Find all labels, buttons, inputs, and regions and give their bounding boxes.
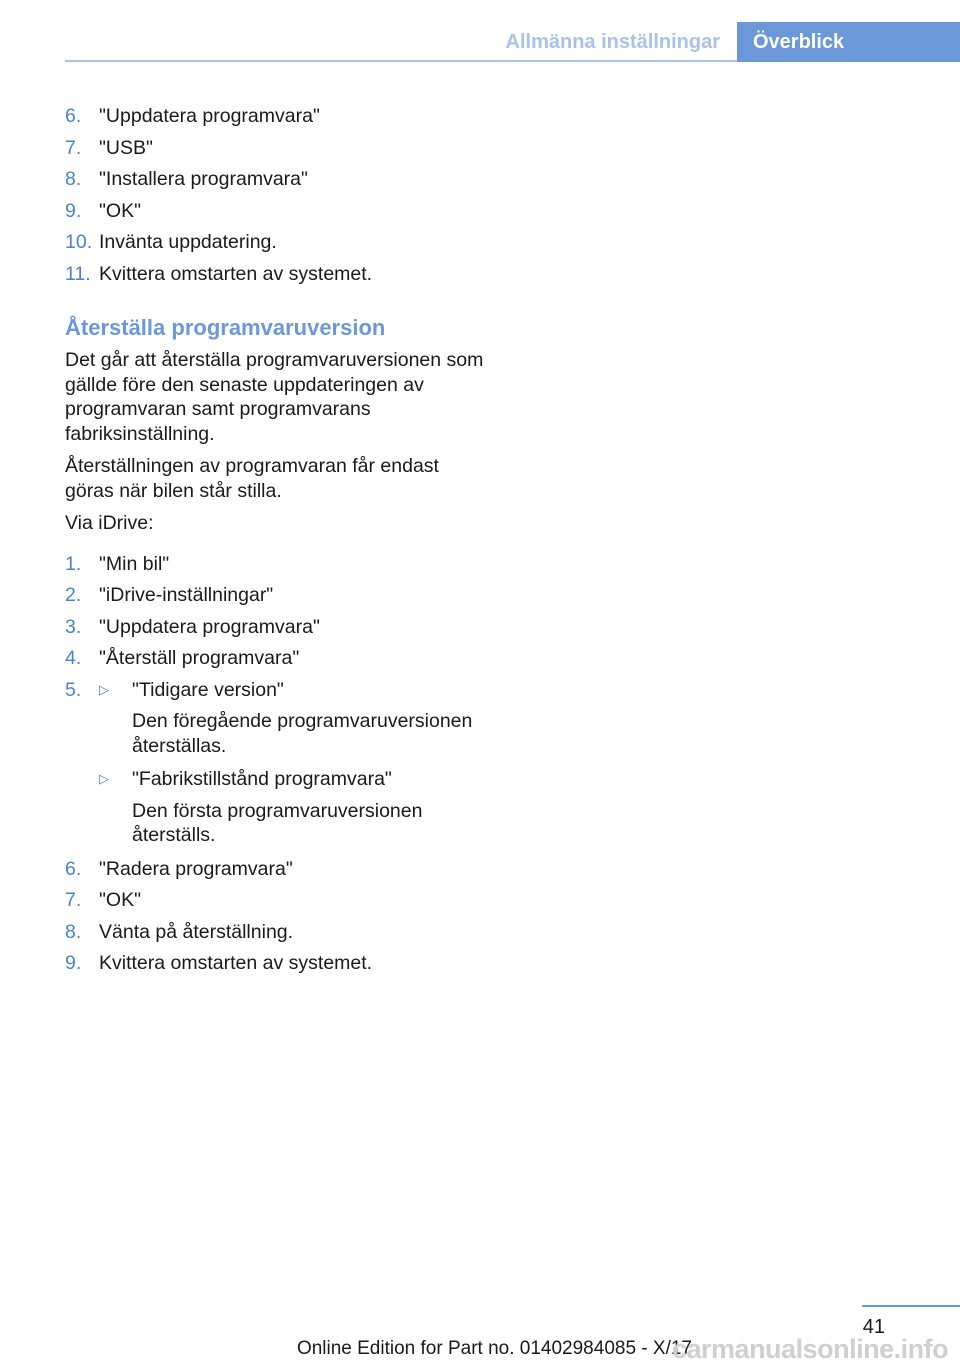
list-item — [65, 262, 485, 287]
step-number: 9. — [65, 952, 82, 974]
step-number: 10. — [65, 231, 93, 253]
section-heading: Återställa programvaruversion — [65, 315, 386, 340]
option-label: "Tidigare version" — [132, 678, 284, 701]
list-item — [65, 888, 485, 913]
list-item — [65, 136, 485, 161]
header-section-title: Allmänna inställningar — [505, 31, 720, 53]
paragraph-intro: Det går att återställa programvaruversionen som gällde före den senaste uppdateringen av programvaran samt programvarans fabriksinställning. — [65, 349, 484, 445]
step-number: 4. — [65, 647, 82, 669]
footer-rule — [862, 1305, 960, 1307]
list-item — [65, 104, 485, 129]
list-item — [65, 857, 485, 882]
paragraph-note: Återställningen av programvaran får endast göras när bilen står stilla. — [65, 455, 439, 502]
step-text: Kvittera omstarten av systemet. — [99, 262, 373, 285]
step-number: 8. — [65, 920, 82, 943]
list-item — [65, 552, 485, 577]
step-text: "Uppdatera programvara" — [99, 105, 320, 127]
step-text: "Min bil" — [99, 552, 170, 575]
option-description: Den föregående programvaruversionen återställas. — [132, 710, 473, 757]
step-number: 3. — [65, 615, 82, 638]
header-tab: Överblick — [737, 22, 960, 62]
page-content — [65, 104, 485, 983]
step-number: 5. — [65, 678, 82, 701]
list-item — [65, 167, 485, 192]
step-text: Invänta uppdatering. — [99, 231, 277, 253]
step-text: "USB" — [99, 136, 153, 159]
options-list — [99, 678, 485, 848]
step-number: 6. — [65, 857, 82, 880]
page-number: 41 — [862, 1316, 885, 1338]
triangle-bullet-icon: ▷ — [99, 771, 109, 786]
list-item-options — [65, 678, 485, 848]
step-number: 2. — [65, 584, 82, 606]
step-number: 1. — [65, 552, 82, 575]
step-text: "Radera programvara" — [99, 857, 293, 880]
list-item — [65, 615, 485, 640]
paragraph-via-idrive: Via iDrive: — [65, 512, 154, 534]
triangle-bullet-icon: ▷ — [99, 681, 109, 697]
step-text: "Uppdatera programvara" — [99, 615, 320, 638]
option-label: "Fabrikstillstånd programvara" — [132, 768, 392, 790]
step-number: 7. — [65, 889, 82, 911]
watermark: carmanualsonline.info — [672, 1334, 949, 1364]
step-text: "iDrive-inställningar" — [99, 584, 274, 606]
list-item — [65, 583, 485, 608]
step-number: 9. — [65, 199, 82, 222]
step-number: 6. — [65, 105, 82, 127]
option-item — [99, 678, 485, 759]
step-text: "OK" — [99, 199, 142, 222]
option-description: Den första programvaruversionen återställs. — [132, 799, 423, 846]
steps-list-restore — [65, 552, 485, 976]
step-number: 7. — [65, 136, 82, 159]
step-text: "OK" — [99, 889, 142, 911]
steps-list-update — [65, 104, 485, 286]
step-text: "Återställ programvara" — [99, 647, 300, 669]
list-item — [65, 951, 485, 976]
step-text: Vänta på återställning. — [99, 920, 294, 943]
footer-edition: Online Edition for Part no. 01402984085 - X/17 — [296, 1338, 692, 1359]
step-text: Kvittera omstarten av systemet. — [99, 952, 373, 974]
list-item — [65, 230, 485, 255]
step-text: "Installera programvara" — [99, 168, 308, 190]
list-item — [65, 920, 485, 945]
list-item — [65, 646, 485, 671]
list-item — [65, 199, 485, 224]
step-number: 11. — [65, 262, 91, 285]
option-item — [99, 767, 485, 848]
step-number: 8. — [65, 168, 82, 190]
